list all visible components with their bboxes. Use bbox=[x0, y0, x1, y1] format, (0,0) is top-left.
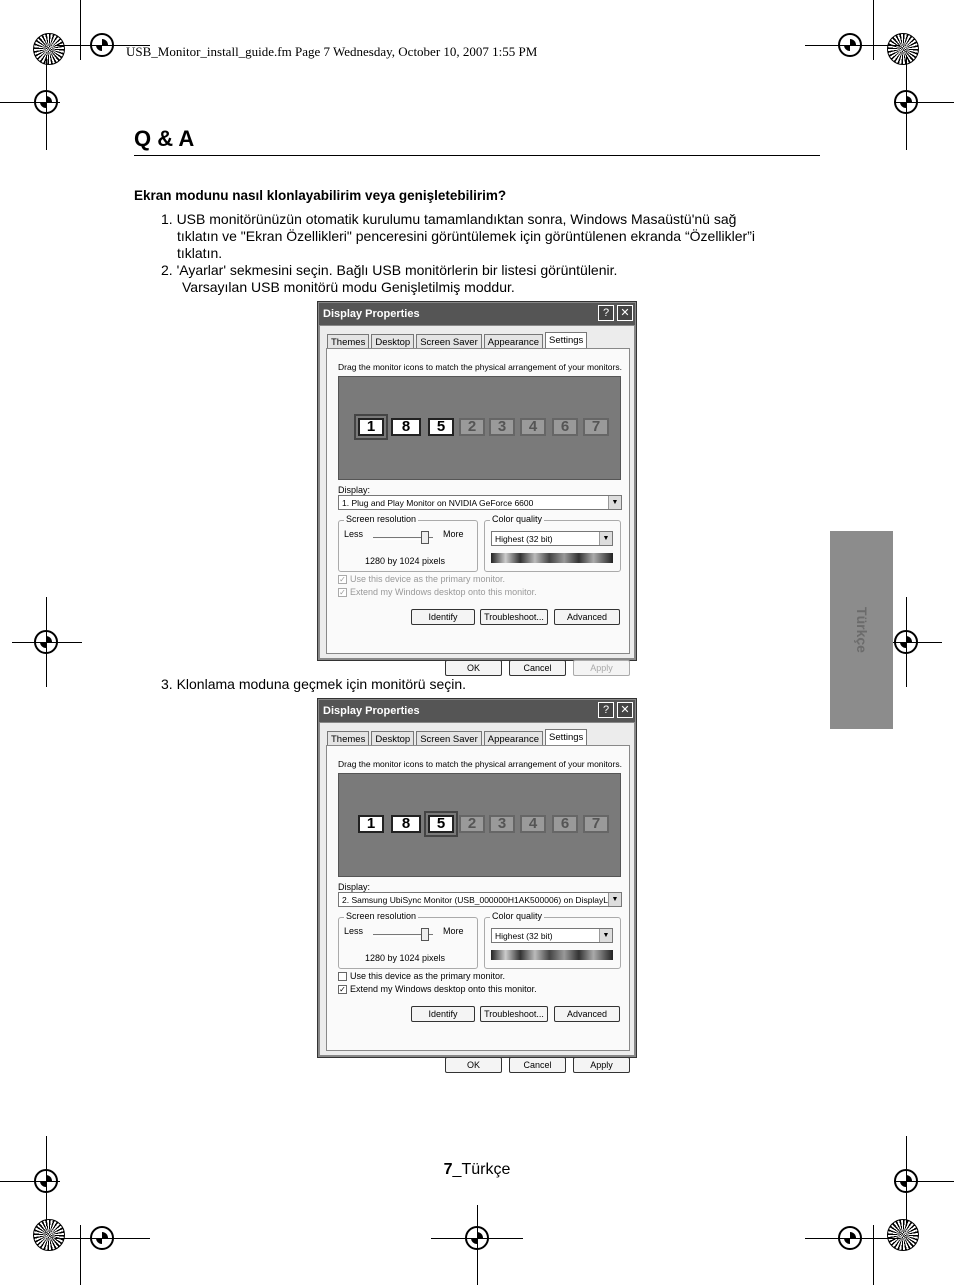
dialog-title: Display Properties bbox=[319, 303, 635, 325]
resolution-slider-thumb[interactable] bbox=[421, 531, 429, 544]
crop-line bbox=[894, 1181, 954, 1182]
advanced-button[interactable]: Advanced bbox=[554, 1006, 620, 1022]
crop-line bbox=[873, 1225, 874, 1285]
primary-monitor-checkbox[interactable]: ✓ bbox=[339, 575, 346, 584]
tab-screen-saver[interactable]: Screen Saver bbox=[416, 731, 482, 746]
step-3: 3. Klonlama moduna geçmek için monitörü seçin. bbox=[161, 676, 467, 692]
help-button[interactable]: ? bbox=[598, 305, 614, 321]
color-quality-value: Highest (32 bit) bbox=[495, 534, 553, 544]
color-quality-group bbox=[484, 514, 621, 572]
color-quality-dropdown[interactable] bbox=[491, 928, 613, 943]
troubleshoot-button[interactable]: Troubleshoot... bbox=[480, 1006, 548, 1022]
less-label: Less bbox=[344, 529, 364, 539]
extend-desktop-label: Extend my Windows desktop onto this monitor. bbox=[350, 587, 537, 597]
monitor-icon-4[interactable]: 4 bbox=[520, 418, 546, 436]
crop-line bbox=[894, 102, 954, 103]
tab-appearance[interactable]: Appearance bbox=[484, 334, 543, 349]
resolution-group bbox=[338, 911, 478, 969]
step-1-line-3: tıklatın. bbox=[177, 245, 223, 261]
settings-panel bbox=[326, 348, 630, 654]
settings-panel bbox=[326, 745, 630, 1051]
step-2-line-1: 2. 'Ayarlar' sekmesini seçin. Bağlı USB monitörlerin bir listesi görüntülenir. bbox=[161, 262, 618, 278]
cancel-button[interactable]: Cancel bbox=[509, 1057, 566, 1073]
tab-themes[interactable]: Themes bbox=[327, 334, 369, 349]
color-preview-bar bbox=[491, 950, 613, 960]
page-footer bbox=[0, 1161, 954, 1179]
troubleshoot-button[interactable]: Troubleshoot... bbox=[480, 609, 548, 625]
resolution-value: 1280 by 1024 pixels bbox=[365, 556, 446, 566]
resolution-slider-thumb[interactable] bbox=[421, 928, 429, 941]
identify-button[interactable]: Identify bbox=[411, 1006, 475, 1022]
resolution-label: Screen resolution bbox=[346, 911, 417, 921]
side-tab-label: Türkçe bbox=[853, 607, 870, 653]
monitor-arrangement-area bbox=[338, 376, 621, 480]
page-title: Q & A bbox=[134, 126, 195, 151]
display-properties-dialog-2 bbox=[317, 698, 637, 1070]
step-1-line-1: 1. USB monitörünüzün otomatik kurulumu tamamlandıktan sonra, Windows Masaüstü'nü sağ bbox=[161, 211, 737, 227]
display-dropdown-value: 2. Samsung UbiSync Monitor (USB_000000H1AK500006) on DisplayL bbox=[342, 895, 609, 905]
crop-line bbox=[0, 1181, 60, 1182]
chevron-down-icon: ▼ bbox=[608, 496, 621, 509]
monitor-icon-1[interactable]: 1 bbox=[358, 418, 384, 436]
close-button[interactable]: ✕ bbox=[617, 305, 633, 321]
display-properties-dialog-1 bbox=[317, 301, 637, 673]
more-label: More bbox=[443, 529, 464, 539]
monitor-icon-2[interactable]: 2 bbox=[459, 418, 485, 436]
identify-button[interactable]: Identify bbox=[411, 609, 475, 625]
dialog-title: Display Properties bbox=[319, 700, 635, 722]
display-label: Display: bbox=[338, 882, 371, 892]
monitor-icon-3[interactable]: 3 bbox=[489, 815, 515, 833]
registration-star-icon bbox=[887, 1219, 919, 1251]
color-quality-dropdown[interactable] bbox=[491, 531, 613, 546]
color-quality-group bbox=[484, 911, 621, 969]
monitor-icon-8[interactable]: 8 bbox=[391, 815, 421, 833]
instruction-text: Drag the monitor icons to match the physical arrangement of your monitors. bbox=[338, 759, 622, 769]
monitor-icon-3[interactable]: 3 bbox=[489, 418, 515, 436]
chevron-down-icon: ▼ bbox=[599, 929, 612, 942]
chevron-down-icon: ▼ bbox=[608, 893, 621, 906]
primary-monitor-checkbox[interactable] bbox=[338, 972, 347, 981]
step-2-line-2: Varsayılan USB monitörü modu Genişletilmiş moddur. bbox=[182, 279, 515, 295]
registration-star-icon bbox=[33, 33, 65, 65]
monitor-icon-1[interactable]: 1 bbox=[358, 815, 384, 833]
tab-bar bbox=[327, 332, 587, 349]
extend-desktop-label: Extend my Windows desktop onto this monitor. bbox=[350, 984, 537, 994]
monitor-icon-4[interactable]: 4 bbox=[520, 815, 546, 833]
tab-themes[interactable]: Themes bbox=[327, 731, 369, 746]
crop-line bbox=[80, 1225, 81, 1285]
primary-monitor-label: Use this device as the primary monitor. bbox=[350, 574, 506, 584]
resolution-group bbox=[338, 514, 478, 572]
more-label: More bbox=[443, 926, 464, 936]
monitor-arrangement-area bbox=[338, 773, 621, 877]
display-dropdown-value: 1. Plug and Play Monitor on NVIDIA GeForce 6600 bbox=[342, 498, 534, 508]
extend-desktop-checkbox[interactable]: ✓ bbox=[339, 588, 346, 597]
resolution-value: 1280 by 1024 pixels bbox=[365, 953, 446, 963]
apply-button[interactable]: Apply bbox=[573, 660, 630, 676]
tab-desktop[interactable]: Desktop bbox=[371, 731, 414, 746]
less-label: Less bbox=[344, 926, 364, 936]
monitor-icon-5[interactable]: 5 bbox=[428, 815, 454, 833]
question-heading: Ekran modunu nasıl klonlayabilirim veya genişletebilirim? bbox=[134, 188, 507, 203]
instruction-text: Drag the monitor icons to match the physical arrangement of your monitors. bbox=[338, 362, 622, 372]
display-label: Display: bbox=[338, 485, 371, 495]
monitor-icon-6[interactable]: 6 bbox=[552, 418, 578, 436]
language-side-tab bbox=[830, 531, 893, 729]
color-quality-label: Color quality bbox=[492, 514, 543, 524]
help-button[interactable]: ? bbox=[598, 702, 614, 718]
color-quality-label: Color quality bbox=[492, 911, 543, 921]
monitor-icon-8[interactable]: 8 bbox=[391, 418, 421, 436]
crop-line bbox=[55, 1238, 150, 1239]
tab-bar bbox=[327, 729, 587, 746]
tab-screen-saver[interactable]: Screen Saver bbox=[416, 334, 482, 349]
crop-line bbox=[805, 45, 900, 46]
display-dropdown[interactable] bbox=[338, 892, 622, 907]
registration-star-icon bbox=[887, 33, 919, 65]
monitor-icon-2[interactable]: 2 bbox=[459, 815, 485, 833]
registration-star-icon bbox=[33, 1219, 65, 1251]
primary-monitor-label: Use this device as the primary monitor. bbox=[350, 971, 506, 981]
crop-line bbox=[873, 0, 874, 60]
resolution-label: Screen resolution bbox=[346, 514, 417, 524]
extend-desktop-checkbox[interactable]: ✓ bbox=[339, 985, 346, 994]
monitor-icon-5[interactable]: 5 bbox=[428, 418, 454, 436]
color-quality-value: Highest (32 bit) bbox=[495, 931, 553, 941]
crop-line bbox=[0, 102, 60, 103]
step-1-line-2: tıklatın ve "Ekran Özellikleri" penceresini görüntülemek için görüntülenen ekranda “Özellikler”i bbox=[177, 228, 755, 244]
monitor-icon-7[interactable]: 7 bbox=[583, 815, 609, 833]
chevron-down-icon: ▼ bbox=[599, 532, 612, 545]
crop-line bbox=[805, 1238, 900, 1239]
monitor-icon-6[interactable]: 6 bbox=[552, 815, 578, 833]
advanced-button[interactable]: Advanced bbox=[554, 609, 620, 625]
monitor-icon-7[interactable]: 7 bbox=[583, 418, 609, 436]
file-header: USB_Monitor_install_guide.fm Page 7 Wednesday, October 10, 2007 1:55 PM bbox=[126, 44, 538, 59]
page-number: 7 bbox=[443, 1161, 453, 1178]
tab-appearance[interactable]: Appearance bbox=[484, 731, 543, 746]
footer-language: _Türkçe bbox=[452, 1161, 511, 1178]
cancel-button[interactable]: Cancel bbox=[509, 660, 566, 676]
tab-settings[interactable]: Settings bbox=[545, 729, 587, 746]
close-button[interactable]: ✕ bbox=[617, 702, 633, 718]
display-dropdown[interactable] bbox=[338, 495, 622, 510]
crop-line bbox=[477, 1205, 478, 1285]
color-preview-bar bbox=[491, 553, 613, 563]
ok-button[interactable]: OK bbox=[445, 1057, 502, 1073]
ok-button[interactable]: OK bbox=[445, 660, 502, 676]
apply-button[interactable]: Apply bbox=[573, 1057, 630, 1073]
title-rule bbox=[134, 155, 820, 156]
crop-line bbox=[80, 0, 81, 60]
tab-desktop[interactable]: Desktop bbox=[371, 334, 414, 349]
crop-line bbox=[12, 642, 82, 643]
tab-settings[interactable]: Settings bbox=[545, 332, 587, 349]
